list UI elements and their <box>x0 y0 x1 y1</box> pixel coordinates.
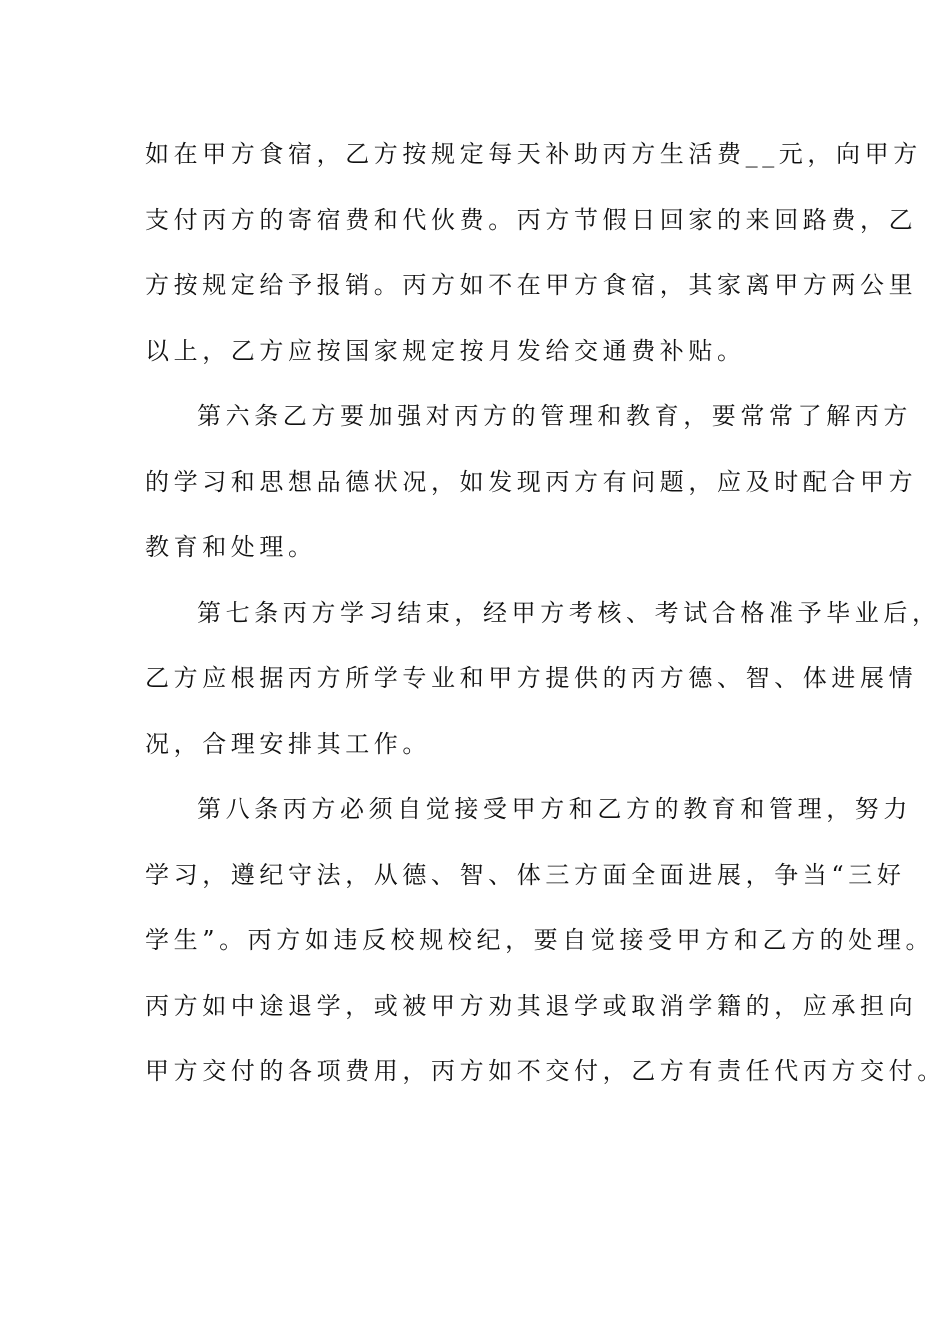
article-6-heading-line: 第六条乙方要加强对丙方的管理和教育，要常常了解丙方 <box>197 402 912 430</box>
text-line: 方按规定给予报销。丙方如不在甲方食宿，其家离甲方两公里 <box>145 271 918 299</box>
text-line: 乙方应根据丙方所学专业和甲方提供的丙方德、智、体进展情 <box>145 664 918 692</box>
text-line: 甲方交付的各项费用，丙方如不交付，乙方有责任代丙方交付。 <box>145 1057 946 1085</box>
text-line: 学生”。丙方如违反校规校纪，要自觉接受甲方和乙方的处理。 <box>145 926 935 954</box>
article-8-heading-line: 第八条丙方必须自觉接受甲方和乙方的教育和管理，努力 <box>197 795 912 823</box>
text-line: 况，合理安排其工作。 <box>145 729 431 758</box>
text-line: 支付丙方的寄宿费和代伙费。丙方节假日回家的来回路费，乙 <box>145 205 918 234</box>
text-line: 以上，乙方应按国家规定按月发给交通费补贴。 <box>145 336 746 365</box>
text-line: 的学习和思想品德状况，如发现丙方有问题，应及时配合甲方 <box>145 467 918 496</box>
document-body <box>145 122 946 1105</box>
article-7-heading-line: 第七条丙方学习结束，经甲方考核、考试合格准予毕业后， <box>197 598 941 627</box>
text-line: 丙方如中途退学，或被甲方劝其退学或取消学籍的，应承担向 <box>145 991 918 1020</box>
text-line: 学习，遵纪守法，从德、智、体三方面全面进展，争当“三好 <box>145 860 906 889</box>
text-line: 如在甲方食宿，乙方按规定每天补助丙方生活费__元，向甲方 <box>145 140 922 168</box>
text-line: 教育和处理。 <box>145 533 317 561</box>
